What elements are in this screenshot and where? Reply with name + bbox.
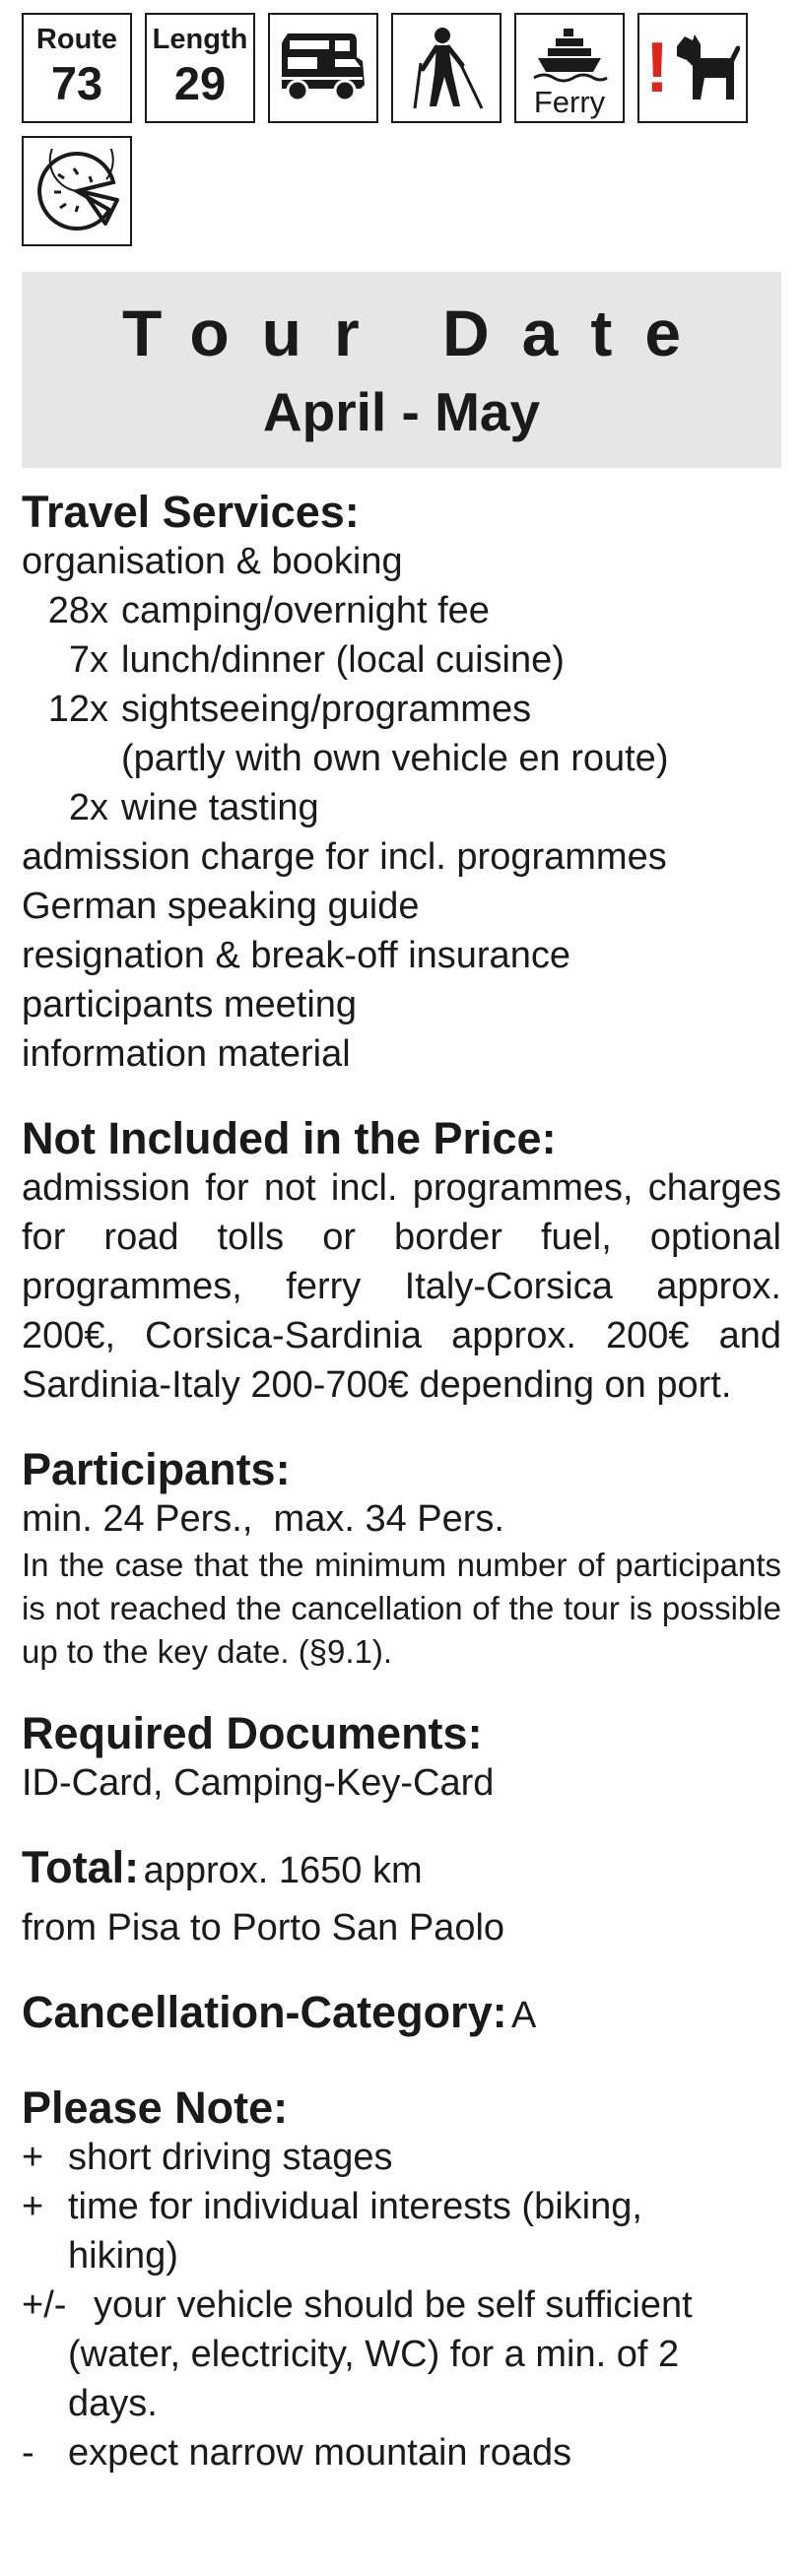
tour-date-title: Tour Date bbox=[121, 297, 714, 369]
total-section bbox=[22, 1843, 781, 1952]
service-text: wine tasting bbox=[121, 787, 319, 828]
note-text-continued: hiking) bbox=[68, 2235, 178, 2277]
service-count: 2x bbox=[68, 787, 108, 828]
route-label: Route bbox=[35, 24, 118, 55]
not-included-heading: Not Included in the Price: bbox=[22, 1113, 557, 1163]
cancellation-category: A bbox=[511, 1995, 537, 2036]
documents-section bbox=[22, 1709, 781, 1808]
service-text: camping/overnight fee bbox=[121, 590, 490, 631]
hiker-icon bbox=[391, 13, 502, 123]
pie-icon bbox=[22, 136, 132, 246]
note-mark: - bbox=[22, 2432, 34, 2474]
tour-date-banner bbox=[22, 272, 781, 468]
service-extra: German speaking guide bbox=[22, 886, 420, 927]
warning-mark: ! bbox=[645, 29, 669, 107]
cancellation-heading: Cancellation-Category: bbox=[22, 1987, 507, 2037]
service-item bbox=[22, 586, 781, 635]
service-subtext: (partly with own vehicle en route) bbox=[121, 738, 669, 779]
service-count: 12x bbox=[47, 689, 108, 730]
note-mark: + bbox=[22, 2137, 44, 2178]
ship-icon bbox=[530, 27, 609, 86]
note-text: time for individual interests (biking, bbox=[68, 2186, 642, 2227]
length-label: Length bbox=[152, 24, 248, 55]
ferry-label: Ferry bbox=[533, 85, 606, 119]
please-note-heading: Please Note: bbox=[22, 2082, 289, 2133]
documents-heading: Required Documents: bbox=[22, 1708, 483, 1758]
length-days: 29 bbox=[173, 57, 227, 109]
not-included-text: admission for not incl. programmes, charges for road tolls or border fuel, optional programmes, ferry Italy-Corsica approx. 200€, Corsica-Sardinia approx. 200€ and Sardinia-Italy 200-700€ depending on port. bbox=[22, 1167, 781, 1406]
service-item bbox=[22, 783, 781, 832]
please-note-section bbox=[22, 2083, 781, 2477]
note-item bbox=[22, 2133, 781, 2182]
travel-services-section bbox=[22, 488, 781, 1079]
not-included-section bbox=[22, 1114, 781, 1410]
note-item bbox=[22, 2280, 781, 2330]
total-route: from Pisa to Porto San Paolo bbox=[22, 1907, 505, 1949]
note-text: short driving stages bbox=[68, 2137, 393, 2178]
service-intro: organisation & booking bbox=[22, 541, 403, 582]
route-box bbox=[22, 13, 132, 123]
service-item bbox=[22, 635, 781, 685]
cancellation-section bbox=[22, 1988, 781, 2048]
service-item bbox=[22, 685, 781, 734]
participants-heading: Participants: bbox=[22, 1444, 291, 1494]
note-mark: + bbox=[22, 2186, 44, 2227]
note-mark: +/- bbox=[22, 2284, 67, 2326]
motorhome-icon bbox=[268, 13, 378, 123]
service-count: 7x bbox=[68, 639, 108, 681]
participants-section bbox=[22, 1445, 781, 1674]
dog-box bbox=[637, 13, 748, 123]
note-text-continued: days. bbox=[68, 2383, 158, 2424]
service-count: 28x bbox=[47, 590, 108, 631]
participants-limits: min. 24 Pers., max. 34 Pers. bbox=[22, 1498, 504, 1540]
documents-text: ID-Card, Camping-Key-Card bbox=[22, 1762, 495, 1804]
total-distance: approx. 1650 km bbox=[143, 1850, 423, 1891]
tour-info-sheet bbox=[22, 13, 781, 2477]
service-extra: admission charge for incl. programmes bbox=[22, 836, 667, 878]
note-text-continued: (water, electricity, WC) for a min. of 2 bbox=[68, 2334, 680, 2375]
service-text: sightseeing/programmes bbox=[121, 689, 532, 730]
total-heading: Total: bbox=[22, 1842, 140, 1892]
dog-icon bbox=[671, 31, 740, 105]
icon-row bbox=[22, 13, 790, 246]
ferry-box bbox=[514, 13, 625, 123]
service-extra: participants meeting bbox=[22, 984, 358, 1025]
service-extra: resignation & break-off insurance bbox=[22, 935, 570, 976]
length-box bbox=[145, 13, 255, 123]
route-number: 73 bbox=[50, 57, 103, 109]
tour-date-value: April - May bbox=[262, 381, 541, 442]
note-text: your vehicle should be self sufficient bbox=[94, 2284, 693, 2326]
note-text: expect narrow mountain roads bbox=[68, 2432, 572, 2474]
note-item bbox=[22, 2182, 781, 2231]
participants-note: In the case that the minimum number of participants is not reached the cancellation of the tour is possible up to the key date. (§9.1). bbox=[22, 1547, 781, 1670]
note-item bbox=[22, 2428, 781, 2477]
service-extra: information material bbox=[22, 1033, 351, 1075]
service-text: lunch/dinner (local cuisine) bbox=[121, 639, 565, 681]
travel-services-heading: Travel Services: bbox=[22, 487, 360, 537]
